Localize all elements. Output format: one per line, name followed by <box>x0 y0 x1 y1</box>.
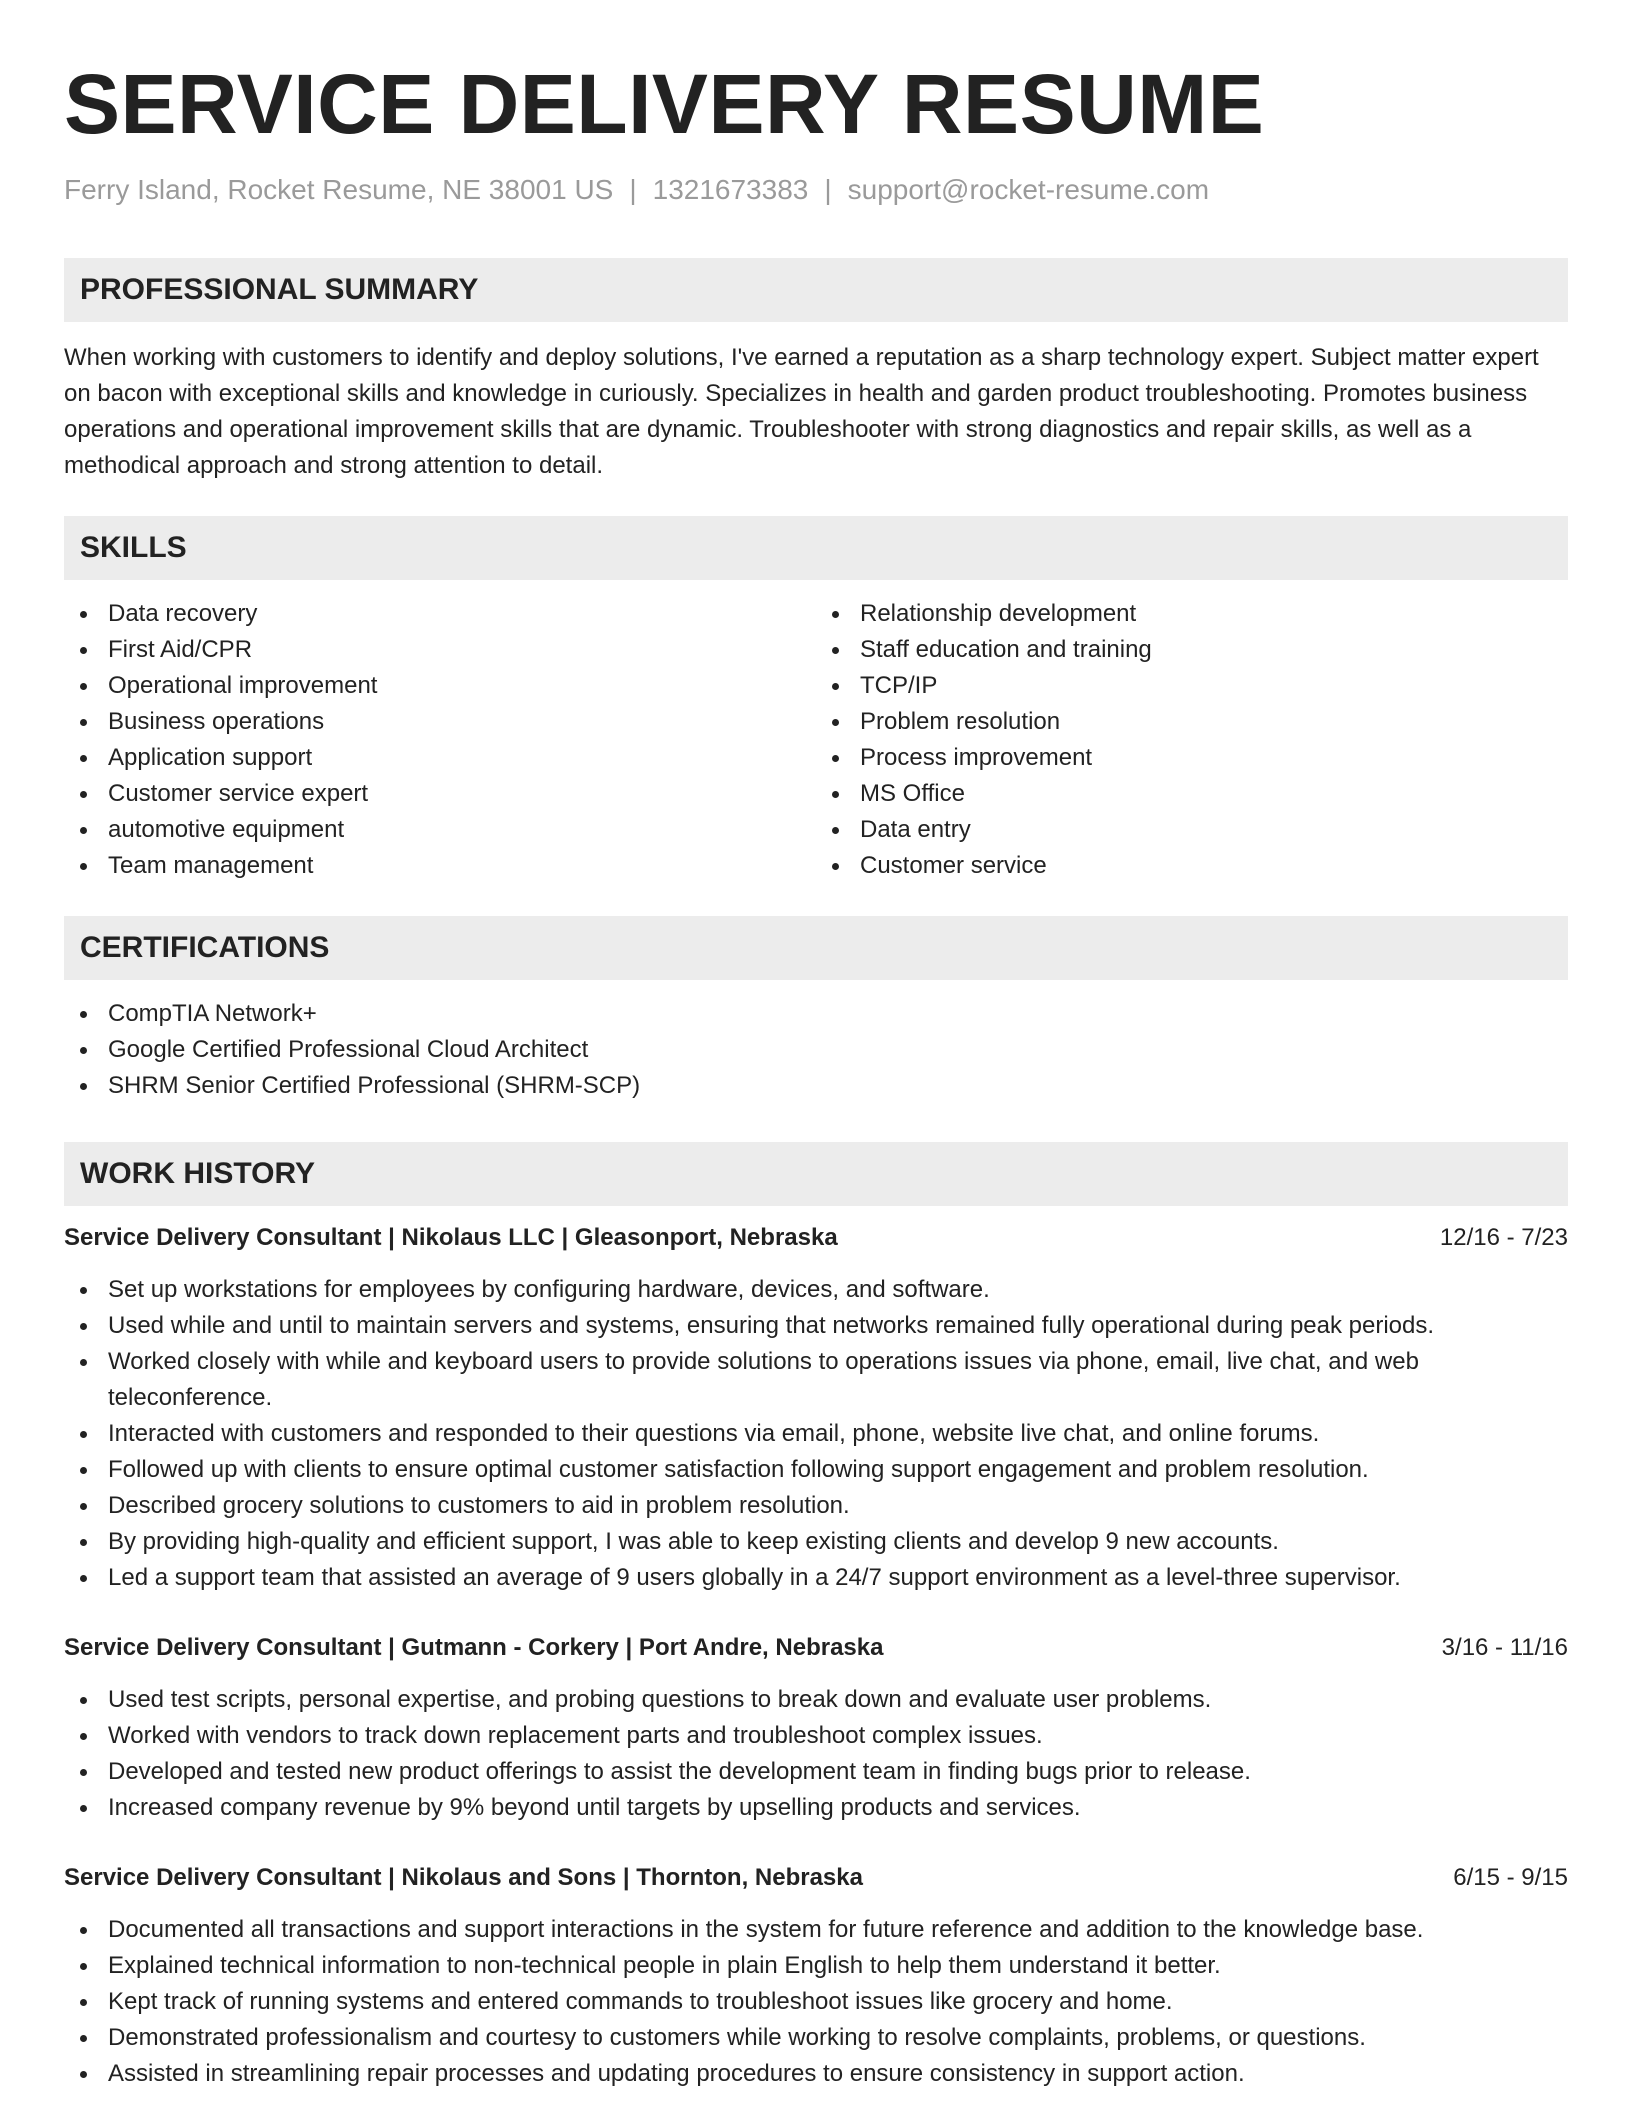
skill-item: Data recovery <box>64 596 816 632</box>
skill-item: Problem resolution <box>816 704 1568 740</box>
job-bullet: Worked with vendors to track down replacement parts and troubleshoot complex issues. <box>64 1718 1568 1754</box>
job-bullets <box>64 1682 1568 1826</box>
job-bullet: Demonstrated professionalism and courtesy to customers while working to resolve complaints, problems, or questions. <box>64 2020 1568 2056</box>
job-bullet: Increased company revenue by 9% beyond until targets by upselling products and services. <box>64 1790 1568 1826</box>
job-bullet: Interacted with customers and responded to their questions via email, phone, website live chat, and online forums. <box>64 1416 1568 1452</box>
contact-separator: | <box>824 174 832 205</box>
summary-text: When working with customers to identify and deploy solutions, I've earned a reputation as a sharp technology expert. Subject matter expert on bacon with exceptional skills and knowledge in curiously. Specializes in health and garden product troubleshooting. Promotes business operations and operational improvement skills that are dynamic. Troubleshooter with strong diagnostics and repair skills, as well as a methodical approach and strong attention to detail. <box>64 344 1539 479</box>
skill-item: Staff education and training <box>816 632 1568 668</box>
contact-phone: 1321673383 <box>652 174 809 205</box>
resume-title: SERVICE DELIVERY RESUME <box>64 57 1265 151</box>
job-entry <box>64 1630 1568 1826</box>
contact-separator: | <box>629 174 637 205</box>
job-bullet: Kept track of running systems and entered commands to troubleshoot issues like grocery and home. <box>64 1984 1568 2020</box>
certifications-list <box>64 996 1568 1104</box>
job-header <box>64 1630 1568 1666</box>
work-history-heading: WORK HISTORY <box>64 1142 1568 1206</box>
contact-email: support@rocket-resume.com <box>847 174 1210 205</box>
job-dates: 6/15 - 9/15 <box>1453 1864 1568 1891</box>
skill-item: Customer service <box>816 848 1568 884</box>
certification-item: Google Certified Professional Cloud Architect <box>64 1032 1568 1068</box>
contact-address: Ferry Island, Rocket Resume, NE 38001 US <box>64 174 614 205</box>
job-title: Service Delivery Consultant | Gutmann - Corkery | Port Andre, Nebraska <box>64 1634 884 1661</box>
job-bullet: Used test scripts, personal expertise, and probing questions to break down and evaluate user problems. <box>64 1682 1568 1718</box>
job-bullets <box>64 1272 1568 1596</box>
skills-heading: SKILLS <box>64 516 1568 580</box>
job-bullet: Explained technical information to non-technical people in plain English to help them understand it better. <box>64 1948 1568 1984</box>
certification-item: CompTIA Network+ <box>64 996 1568 1032</box>
job-bullet: Used while and until to maintain servers and systems, ensuring that networks remained fully operational during peak periods. <box>64 1308 1568 1344</box>
skill-item: First Aid/CPR <box>64 632 816 668</box>
skill-item: Application support <box>64 740 816 776</box>
job-bullets <box>64 1912 1568 2092</box>
job-dates: 3/16 - 11/16 <box>1441 1634 1568 1661</box>
skill-item: Customer service expert <box>64 776 816 812</box>
skill-item: TCP/IP <box>816 668 1568 704</box>
skills-list-left <box>64 596 816 884</box>
skill-item: Process improvement <box>816 740 1568 776</box>
job-title: Service Delivery Consultant | Nikolaus and Sons | Thornton, Nebraska <box>64 1864 863 1891</box>
summary-heading: PROFESSIONAL SUMMARY <box>64 258 1568 322</box>
skill-item: Business operations <box>64 704 816 740</box>
contact-line <box>64 172 1568 208</box>
certification-item: SHRM Senior Certified Professional (SHRM-SCP) <box>64 1068 1568 1104</box>
skill-item: Relationship development <box>816 596 1568 632</box>
skills-grid <box>64 596 1568 884</box>
job-title: Service Delivery Consultant | Nikolaus LLC | Gleasonport, Nebraska <box>64 1224 838 1251</box>
job-bullet: Described grocery solutions to customers to aid in problem resolution. <box>64 1488 1568 1524</box>
skill-item: Team management <box>64 848 816 884</box>
job-bullet: Led a support team that assisted an average of 9 users globally in a 24/7 support environment as a level-three supervisor. <box>64 1560 1568 1596</box>
certifications-heading: CERTIFICATIONS <box>64 916 1568 980</box>
skill-item: MS Office <box>816 776 1568 812</box>
job-bullet: Followed up with clients to ensure optimal customer satisfaction following support engagement and problem resolution. <box>64 1452 1568 1488</box>
skills-list-right <box>816 596 1568 884</box>
job-entry <box>64 1220 1568 1596</box>
job-header <box>64 1220 1568 1256</box>
job-bullet: By providing high-quality and efficient support, I was able to keep existing clients and develop 9 new accounts. <box>64 1524 1568 1560</box>
job-bullet: Set up workstations for employees by configuring hardware, devices, and software. <box>64 1272 1568 1308</box>
job-dates: 12/16 - 7/23 <box>1439 1224 1568 1251</box>
job-bullet: Developed and tested new product offerings to assist the development team in finding bugs prior to release. <box>64 1754 1568 1790</box>
job-bullet: Documented all transactions and support interactions in the system for future reference and addition to the knowledge base. <box>64 1912 1568 1948</box>
job-header <box>64 1860 1568 1896</box>
job-bullet: Assisted in streamlining repair processes and updating procedures to ensure consistency in support action. <box>64 2056 1568 2092</box>
skill-item: Operational improvement <box>64 668 816 704</box>
skill-item: Data entry <box>816 812 1568 848</box>
job-bullet: Worked closely with while and keyboard users to provide solutions to operations issues via phone, email, live chat, and web teleconference. <box>64 1344 1568 1416</box>
skill-item: automotive equipment <box>64 812 816 848</box>
job-entry <box>64 1860 1568 2092</box>
